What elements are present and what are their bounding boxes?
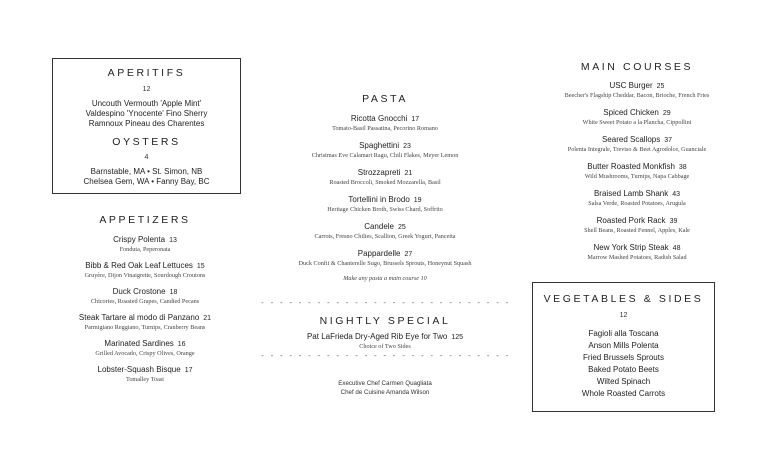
main-courses-section xyxy=(512,61,762,262)
appetizer-price: 13 xyxy=(169,237,177,244)
main-name: Roasted Pork Rack xyxy=(596,216,666,225)
appetizer-item xyxy=(40,261,250,280)
side-item: Anson Mills Polenta xyxy=(588,341,659,350)
side-item: Fagioli alla Toscana xyxy=(588,329,659,338)
pasta-main-course-note: Make any pasta a main course 10 xyxy=(343,275,427,282)
main-desc: Wild Mushrooms, Turnips, Napa Cabbage xyxy=(584,173,690,180)
sides-heading: VEGETABLES & SIDES xyxy=(543,293,704,305)
appetizer-desc: Chicories, Roasted Grapes, Candied Pecans xyxy=(90,298,200,305)
main-price: 39 xyxy=(669,218,678,225)
appetizers-section xyxy=(40,214,250,384)
sides-price: 12 xyxy=(619,312,628,319)
pasta-heading: PASTA xyxy=(362,93,408,105)
appetizer-name: Steak Tartare al modo di Panzano xyxy=(78,313,200,322)
main-item xyxy=(512,189,762,208)
appetizer-item xyxy=(40,235,250,254)
pasta-name: Pappardelle xyxy=(357,249,401,258)
pasta-item xyxy=(260,195,510,214)
main-name: Seared Scallops xyxy=(601,135,661,144)
main-item xyxy=(512,216,762,235)
appetizer-price: 21 xyxy=(203,315,212,322)
pasta-price: 19 xyxy=(413,197,422,204)
pasta-section xyxy=(260,93,510,282)
main-price: 25 xyxy=(656,83,665,90)
main-price: 37 xyxy=(664,137,673,144)
executive-chef: Executive Chef Carmen Quagliata xyxy=(338,380,432,387)
oysters-line: Chelsea Gem, WA • Fanny Bay, BC xyxy=(83,177,210,186)
main-item xyxy=(512,135,762,154)
side-item: Baked Potato Beets xyxy=(588,365,659,374)
aperitif-item: Valdespino 'Ynocente' Fino Sherry xyxy=(85,109,208,118)
appetizer-desc: Parmigiano Reggiano, Turnips, Cranberry Beans xyxy=(84,324,206,331)
appetizer-desc: Tomalley Toast xyxy=(125,376,165,383)
pasta-desc: Roasted Broccoli, Smoked Mozzarella, Basil xyxy=(329,179,441,186)
aperitif-item: Ramnoux Pineau des Charentes xyxy=(88,119,205,128)
main-name: Butter Roasted Monkfish xyxy=(587,162,675,171)
main-courses-heading: MAIN COURSES xyxy=(580,61,694,73)
pasta-item xyxy=(260,222,510,241)
chef-credits xyxy=(260,379,510,397)
main-desc: Shell Beans, Roasted Fennel, Apples, Kale xyxy=(584,227,690,234)
pasta-item xyxy=(260,249,510,268)
aperitifs-oysters-box xyxy=(52,58,241,194)
appetizer-price: 17 xyxy=(184,367,193,374)
special-price: 125 xyxy=(451,334,464,341)
aperitif-item: Uncouth Vermouth 'Apple Mint' xyxy=(91,99,202,108)
special-desc: Choice of Two Sides xyxy=(359,343,411,350)
appetizer-name: Marinated Sardines xyxy=(104,339,174,348)
main-name: New York Strip Steak xyxy=(593,243,669,252)
chef-de-cuisine: Chef de Cuisine Amanda Wilson xyxy=(340,389,430,396)
nightly-special-section xyxy=(260,300,510,361)
side-item: Wilted Spinach xyxy=(596,377,651,386)
appetizer-desc: Gruyère, Dijon Vinaigrette, Sourdough Croutons xyxy=(84,272,206,279)
main-item xyxy=(512,162,762,181)
pasta-name: Ricotta Gnocchi xyxy=(350,114,408,123)
main-desc: Beecher's Flagship Cheddar, Bacon, Brioche, French Fries xyxy=(564,92,710,99)
appetizer-name: Crispy Polenta xyxy=(113,235,166,244)
main-desc: Marrow Mashed Potatoes, Radish Salad xyxy=(587,254,687,261)
appetizer-desc: Fonduta, Peperonata xyxy=(119,246,171,253)
oysters-price: 4 xyxy=(144,154,149,161)
appetizer-item xyxy=(40,365,250,384)
pasta-desc: Heritage Chicken Broth, Swiss Chard, Soffrito xyxy=(327,206,443,213)
pasta-price: 25 xyxy=(398,224,406,231)
main-price: 48 xyxy=(672,245,681,252)
main-price: 38 xyxy=(678,164,687,171)
special-name: Pat LaFrieda Dry-Aged Rib Eye for Two xyxy=(306,332,448,341)
side-item: Whole Roasted Carrots xyxy=(581,389,666,398)
main-desc: Salsa Verde, Roasted Potatoes, Arugula xyxy=(588,200,686,207)
nightly-special-heading: NIGHTLY SPECIAL xyxy=(319,315,451,327)
pasta-item xyxy=(260,114,510,133)
pasta-desc: Tomato-Basil Passatina, Pecorino Romano xyxy=(332,125,438,132)
oysters-heading: OYSTERS xyxy=(112,136,181,148)
pasta-name: Strozzapreti xyxy=(357,168,401,177)
appetizer-price: 18 xyxy=(169,289,178,296)
pasta-price: 17 xyxy=(411,116,420,123)
main-name: Spiced Chicken xyxy=(603,108,659,117)
sides-box xyxy=(532,282,715,412)
pasta-desc: Christmas Eve Calamari Ragu, Chili Flakes, Meyer Lemon xyxy=(311,152,459,159)
pasta-item xyxy=(260,141,510,160)
pasta-desc: Duck Confit & Chanterelle Sugo, Brussels Sprouts, Honeynut Squash xyxy=(298,260,472,267)
main-item xyxy=(512,81,762,100)
main-item xyxy=(512,243,762,262)
main-price: 43 xyxy=(672,191,681,198)
appetizer-name: Lobster-Squash Bisque xyxy=(97,365,181,374)
divider-top: - - - - - - - - - - - - - - - - - - - - - - - - - - - xyxy=(260,300,510,308)
appetizer-name: Bibb & Red Oak Leaf Lettuces xyxy=(85,261,193,270)
appetizer-item xyxy=(40,339,250,358)
pasta-price: 27 xyxy=(404,251,413,258)
main-item xyxy=(512,108,762,127)
side-item: Fried Brussels Sprouts xyxy=(583,353,664,362)
divider-bottom: - - - - - - - - - - - - - - - - - - - - - - - - - - - xyxy=(260,353,510,361)
main-price: 29 xyxy=(662,110,671,117)
appetizer-price: 15 xyxy=(196,263,205,270)
main-desc: Polenta Integrale, Treviso & Beet Agrodolce, Guanciale xyxy=(567,146,707,153)
aperitifs-price: 12 xyxy=(142,86,151,93)
pasta-price: 23 xyxy=(403,143,411,150)
main-name: Braised Lamb Shank xyxy=(593,189,669,198)
pasta-name: Candele xyxy=(364,222,394,231)
appetizer-item xyxy=(40,313,250,332)
aperitifs-heading: APERITIFS xyxy=(107,67,186,79)
pasta-desc: Carrots, Fresno Chilies, Scallion, Greek Yogurt, Pancetta xyxy=(314,233,456,240)
oysters-line: Barnstable, MA • St. Simon, NB xyxy=(90,167,203,176)
appetizer-desc: Grilled Avocado, Crispy Olives, Orange xyxy=(95,350,195,357)
appetizers-heading: APPETIZERS xyxy=(99,214,191,226)
pasta-name: Tortellini in Brodo xyxy=(348,195,410,204)
main-name: USC Burger xyxy=(609,81,653,90)
pasta-price: 21 xyxy=(404,170,413,177)
pasta-item xyxy=(260,168,510,187)
main-desc: White Sweet Potato a la Plancha, Cippollini xyxy=(582,119,692,126)
appetizer-item xyxy=(40,287,250,306)
appetizer-name: Duck Crostone xyxy=(112,287,166,296)
pasta-name: Spaghettini xyxy=(359,141,400,150)
appetizer-price: 16 xyxy=(177,341,186,348)
